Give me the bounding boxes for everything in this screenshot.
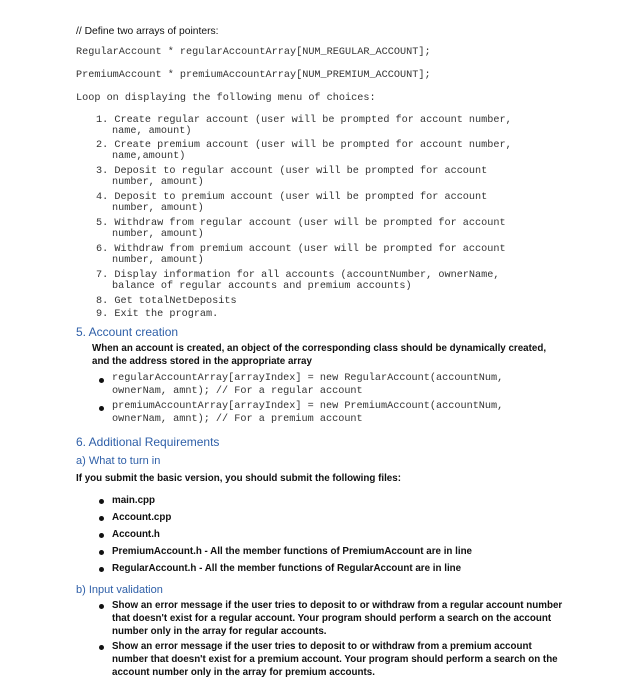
validation-regular-line2: that doesn't exist for a regular account. Your program should perform a search on the account	[112, 613, 552, 624]
menu-item-2-cont: name,amount)	[112, 151, 186, 162]
menu-item-4: 4. Deposit to premium account (user will be prompted for account	[96, 192, 488, 203]
premium-array-declaration: PremiumAccount * premiumAccountArray[NUM_PREMIUM_ACCOUNT];	[76, 70, 431, 81]
validation-premium-line1: Show an error message if the user tries to deposit to or withdraw from a premium account	[112, 641, 532, 652]
bullet-icon	[99, 499, 104, 504]
bullet-icon	[99, 378, 104, 383]
bullet-icon	[99, 406, 104, 411]
menu-item-7: 7. Display information for all accounts (accountNumber, ownerName,	[96, 270, 500, 281]
regular-array-declaration: RegularAccount * regularAccountArray[NUM_REGULAR_ACCOUNT];	[76, 47, 431, 58]
menu-item-3: 3. Deposit to regular account (user will be prompted for account	[96, 166, 488, 177]
validation-regular-line3: number only in the array for regular accounts.	[112, 626, 327, 637]
bullet-icon	[99, 533, 104, 538]
bullet-icon	[99, 604, 104, 609]
submission-intro: If you submit the basic version, you should submit the following files:	[76, 473, 401, 484]
menu-item-6: 6. Withdraw from premium account (user will be prompted for account	[96, 244, 506, 255]
menu-item-5: 5. Withdraw from regular account (user will be prompted for account	[96, 218, 506, 229]
code-regular-creation: regularAccountArray[arrayIndex] = new RegularAccount(accountNum,	[112, 373, 504, 384]
file-item: PremiumAccount.h - All the member functions of PremiumAccount are in line	[112, 546, 472, 557]
bullet-icon	[99, 550, 104, 555]
menu-item-7-cont: balance of regular accounts and premium accounts)	[112, 281, 412, 292]
section-5-heading: 5. Account creation	[76, 325, 179, 339]
bullet-icon	[99, 645, 104, 650]
validation-premium-line2: number that doesn't exist for a premium account. Your program should perform a search on the	[112, 654, 558, 665]
menu-item-4-cont: number, amount)	[112, 203, 204, 214]
validation-regular-line1: Show an error message if the user tries to deposit to or withdraw from a regular account number	[112, 600, 563, 611]
bullet-icon	[99, 516, 104, 521]
section-5-paragraph-line1: When an account is created, an object of the corresponding class should be dynamically created,	[92, 343, 547, 354]
subsection-a-heading: a) What to turn in	[76, 455, 161, 467]
menu-item-3-cont: number, amount)	[112, 177, 204, 188]
subsection-b-heading: b) Input validation	[76, 584, 163, 596]
code-premium-creation-cont: ownerNam, amnt); // For a premium account	[112, 414, 363, 425]
menu-item-1-cont: name, amount)	[112, 126, 192, 137]
file-item: main.cpp	[112, 495, 156, 506]
code-regular-creation-cont: ownerNam, amnt); // For a regular account	[112, 386, 363, 397]
menu-item-9: 9. Exit the program.	[96, 309, 219, 320]
menu-item-2: 2. Create premium account (user will be prompted for account number,	[96, 140, 512, 151]
loop-instruction: Loop on displaying the following menu of choices:	[76, 93, 376, 104]
comment-line: // Define two arrays of pointers:	[76, 26, 219, 37]
bullet-icon	[99, 567, 104, 572]
menu-item-6-cont: number, amount)	[112, 255, 204, 266]
menu-item-5-cont: number, amount)	[112, 229, 204, 240]
menu-item-1: 1. Create regular account (user will be prompted for account number,	[96, 115, 512, 126]
menu-item-8: 8. Get totalNetDeposits	[96, 296, 237, 307]
section-5-paragraph-line2: and the address stored in the appropriate array	[92, 356, 312, 367]
validation-premium-line3: account number only in the array for premium accounts.	[112, 667, 375, 678]
file-item: Account.h	[112, 529, 160, 540]
code-premium-creation: premiumAccountArray[arrayIndex] = new PremiumAccount(accountNum,	[112, 401, 504, 412]
section-6-heading: 6. Additional Requirements	[76, 435, 220, 449]
file-item: Account.cpp	[112, 512, 172, 523]
file-item: RegularAccount.h - All the member functions of RegularAccount are in line	[112, 563, 462, 574]
